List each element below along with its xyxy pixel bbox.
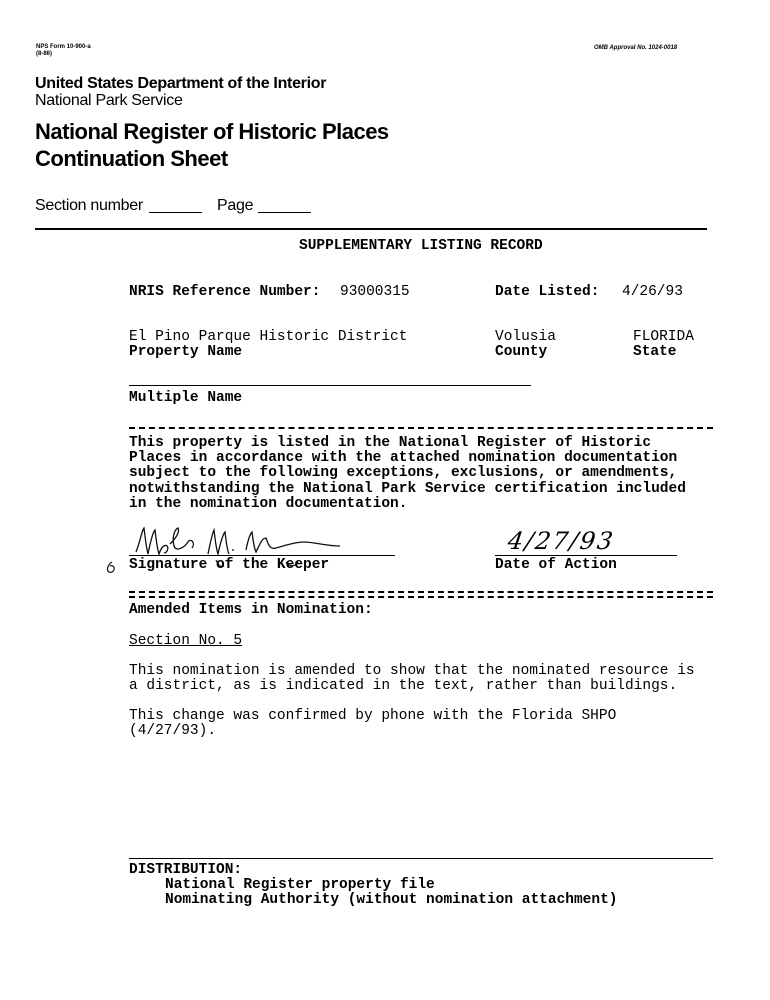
multiple-name-label: Multiple Name bbox=[129, 390, 243, 406]
dashed-divider bbox=[129, 427, 713, 429]
header-divider bbox=[35, 228, 707, 230]
form-number: NPS Form 10-900-a bbox=[36, 44, 91, 50]
text-line: This nomination is amended to show that the nominated resource is bbox=[129, 663, 695, 679]
signature-label: Signature of the Keeper bbox=[129, 557, 330, 573]
distribution-item: National Register property file bbox=[165, 877, 435, 893]
page-title: National Register of Historic Places bbox=[35, 119, 389, 144]
text-line: notwithstanding the National Park Service certification included bbox=[129, 481, 686, 497]
text-line: (4/27/93). bbox=[129, 723, 217, 739]
double-divider bbox=[129, 591, 713, 593]
section-number-blank bbox=[149, 212, 202, 213]
text-line: Places in accordance with the attached nomination documentation bbox=[129, 450, 678, 466]
section-number-label: Section number bbox=[35, 197, 143, 214]
page-subtitle: Continuation Sheet bbox=[35, 146, 228, 171]
form-date: (8-86) bbox=[36, 51, 53, 57]
date-listed-label: Date Listed: bbox=[495, 284, 600, 300]
signature-line bbox=[129, 555, 395, 556]
action-date-handwritten: 4/27/93 bbox=[506, 527, 617, 555]
distribution-divider bbox=[129, 858, 713, 859]
record-heading: SUPPLEMENTARY LISTING RECORD bbox=[299, 238, 543, 254]
nris-value: 93000315 bbox=[340, 284, 410, 300]
double-divider bbox=[129, 596, 713, 598]
amended-items-heading: Amended Items in Nomination: bbox=[129, 602, 373, 618]
state-value: FLORIDA bbox=[633, 329, 694, 345]
property-name-value: El Pino Parque Historic District bbox=[129, 329, 408, 345]
distribution-heading: DISTRIBUTION: bbox=[129, 862, 243, 878]
distribution-item: Nominating Authority (without nomination attachment) bbox=[165, 892, 618, 908]
amended-section-number: Section No. 5 bbox=[129, 633, 243, 649]
text-line: This change was confirmed by phone with the Florida SHPO bbox=[129, 708, 617, 724]
nris-label: NRIS Reference Number: bbox=[129, 284, 321, 300]
state-label: State bbox=[633, 344, 677, 360]
department-name: United States Department of the Interior bbox=[35, 75, 327, 92]
text-line: subject to the following exceptions, exclusions, or amendments, bbox=[129, 465, 678, 481]
text-line: a district, as is indicated in the text, rather than buildings. bbox=[129, 678, 678, 694]
county-label: County bbox=[495, 344, 548, 360]
multiple-name-line bbox=[129, 385, 531, 386]
text-line: in the nomination documentation. bbox=[129, 496, 408, 512]
page-label: Page bbox=[217, 197, 254, 214]
action-date-line bbox=[495, 555, 677, 556]
date-listed-value: 4/26/93 bbox=[622, 284, 683, 300]
text-line: This property is listed in the National Register of Historic bbox=[129, 435, 652, 451]
county-value: Volusia bbox=[495, 329, 556, 345]
agency-name: National Park Service bbox=[35, 92, 183, 109]
property-name-label: Property Name bbox=[129, 344, 243, 360]
page-number-blank bbox=[258, 212, 311, 213]
action-date-label: Date of Action bbox=[495, 557, 617, 573]
omb-number: OMB Approval No. 1024-0018 bbox=[594, 45, 678, 51]
